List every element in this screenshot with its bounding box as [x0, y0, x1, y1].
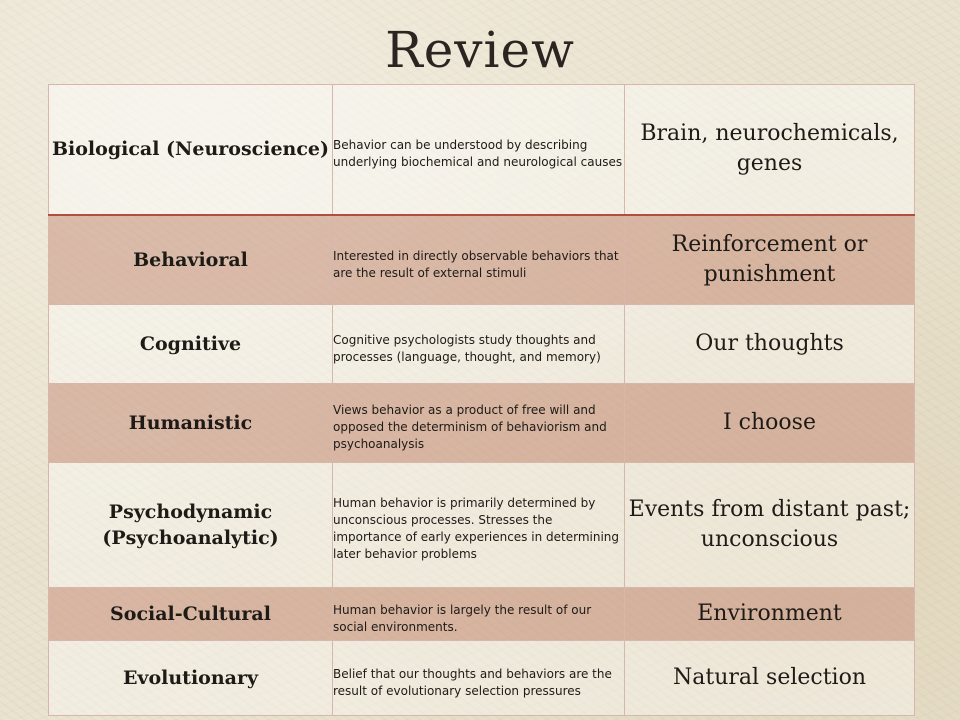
table-row-cognitive: [49, 305, 915, 384]
table-row-evolutionary: [49, 641, 915, 716]
approach-description: [333, 85, 625, 215]
approach-description-text: Interested in directly observable behaviors that are the result of external stimuli: [333, 248, 619, 280]
approach-focus: Natural selection: [625, 641, 915, 716]
approach-description-text: Behavior can be understood by describing underlying biochemical and neurological causes: [333, 137, 623, 169]
approach-description: [333, 383, 625, 462]
approach-name: Humanistic: [49, 383, 333, 462]
approach-description: [333, 215, 625, 305]
approach-description: [333, 641, 625, 716]
table-row-humanistic: [49, 383, 915, 462]
approach-name: Psychodynamic (Psychoanalytic): [49, 462, 333, 587]
approach-description-text: Belief that our thoughts and behaviors are the result of evolutionary selection pressures: [333, 666, 612, 698]
approach-name: Social-Cultural: [49, 587, 333, 641]
table-row-psychodynamic: [49, 462, 915, 587]
approach-description: [333, 462, 625, 587]
approach-focus: I choose: [625, 383, 915, 462]
approach-description-text: Human behavior is primarily determined by unconscious processes. Stresses the importance of early experiences in determining later behavior problems: [333, 496, 620, 562]
review-table: [48, 84, 915, 716]
approach-description-text: Views behavior as a product of free will and opposed the determinism of behaviorism and psychoanalysis: [333, 402, 607, 451]
table-row-social-cultural: [49, 587, 915, 641]
page-title: Review: [385, 21, 575, 79]
table-row-biological: [49, 85, 915, 215]
approach-focus: Reinforcement or punishment: [625, 215, 915, 305]
approach-description-text: Human behavior is largely the result of our social environments.: [333, 602, 592, 634]
approach-focus: Environment: [625, 587, 915, 641]
approach-description: [333, 305, 625, 384]
approach-name: Behavioral: [49, 215, 333, 305]
approach-name: Biological (Neuroscience): [49, 85, 333, 215]
approach-focus: Our thoughts: [625, 305, 915, 384]
approach-description-text: Cognitive psychologists study thoughts and processes (language, thought, and memory): [333, 332, 601, 364]
table-row-behavioral: [49, 215, 915, 305]
approach-name: Cognitive: [49, 305, 333, 384]
approach-name: Evolutionary: [49, 641, 333, 716]
approach-description: [333, 587, 625, 641]
approach-focus: Events from distant past; unconscious: [625, 462, 915, 587]
approach-focus: Brain, neurochemicals, genes: [625, 85, 915, 215]
